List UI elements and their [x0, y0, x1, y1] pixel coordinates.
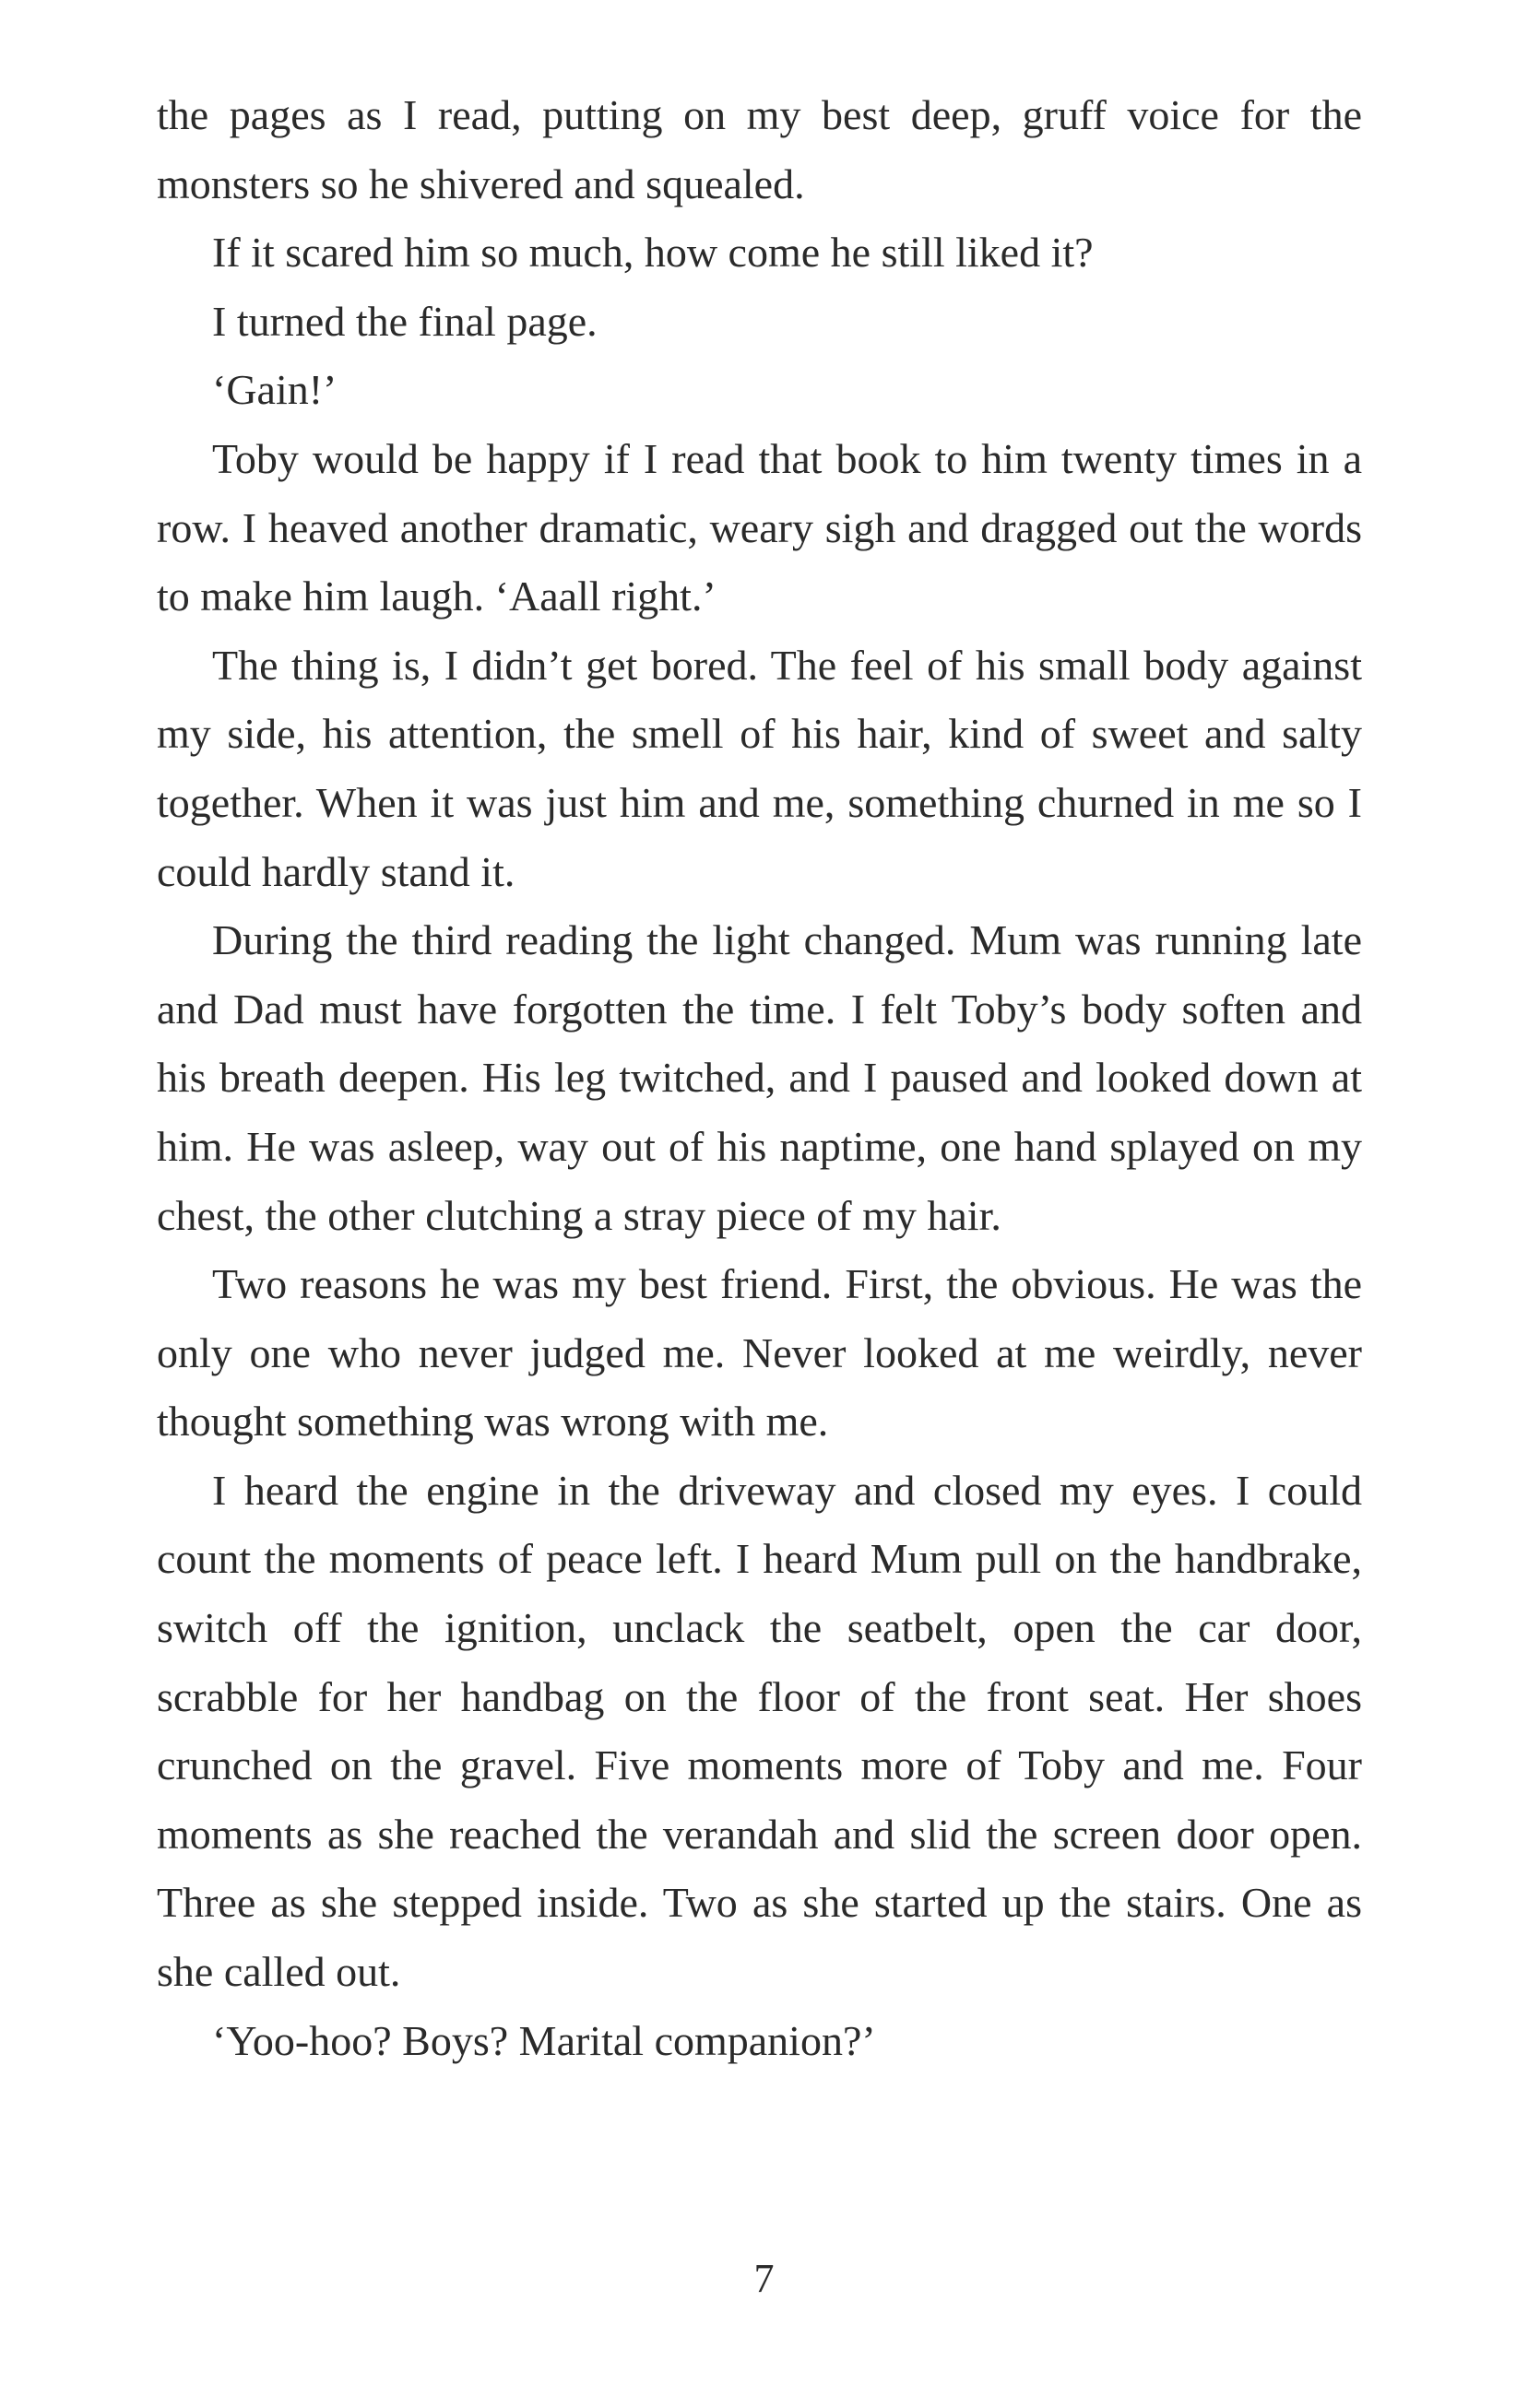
page-number: 7 — [753, 2256, 775, 2301]
paragraph: If it scared him so much, how come he still liked it? — [212, 229, 1094, 277]
paragraph: Two reasons he was my best friend. First, the obvious. He was the only one who never judged me. Never looked at me weirdly, never thought something was wrong with me. — [157, 1260, 1362, 1446]
body-text — [157, 81, 1362, 2075]
paragraph: The thing is, I didn’t get bored. The feel of his small body against my side, his attention, the smell of his hair, kind of sweet and salty together. When it was just him and me, something churned in me so I could hardly stand it. — [157, 641, 1362, 895]
paragraph: During the third reading the light changed. Mum was running late and Dad must have forgotten the time. I felt Toby’s body soften and his breath deepen. His leg twitched, and I paused and looked down at him. He was asleep, way out of his naptime, one hand splayed on my chest, the other clutching a stray piece of my hair. — [157, 916, 1362, 1239]
paragraph: ‘Yoo-hoo? Boys? Marital companion?’ — [212, 2016, 876, 2064]
paragraph-continuation: the pages as I read, putting on my best deep, gruff voice for the monsters so he shivered and squealed. — [157, 91, 1362, 207]
paragraph: I heard the engine in the driveway and closed my eyes. I could count the moments of peace left. I heard Mum pull on the handbrake, switch off the ignition, unclack the seatbelt, open the car door, scrabble for her handbag on the floor of the front seat. Her shoes crunched on the gravel. Five moments more of Toby and me. Four moments as she reached the verandah and slid the screen door open. Three as she stepped inside. Two as she started up the stairs. One as she called out. — [157, 1466, 1362, 1996]
paragraph: I turned the final page. — [212, 297, 598, 345]
paragraph: Toby would be happy if I read that book to him twenty times in a row. I heaved another dramatic, weary sigh and dragged out the words to make him laugh. ‘Aaall right.’ — [157, 434, 1362, 620]
paragraph: ‘Gain!’ — [212, 366, 338, 414]
